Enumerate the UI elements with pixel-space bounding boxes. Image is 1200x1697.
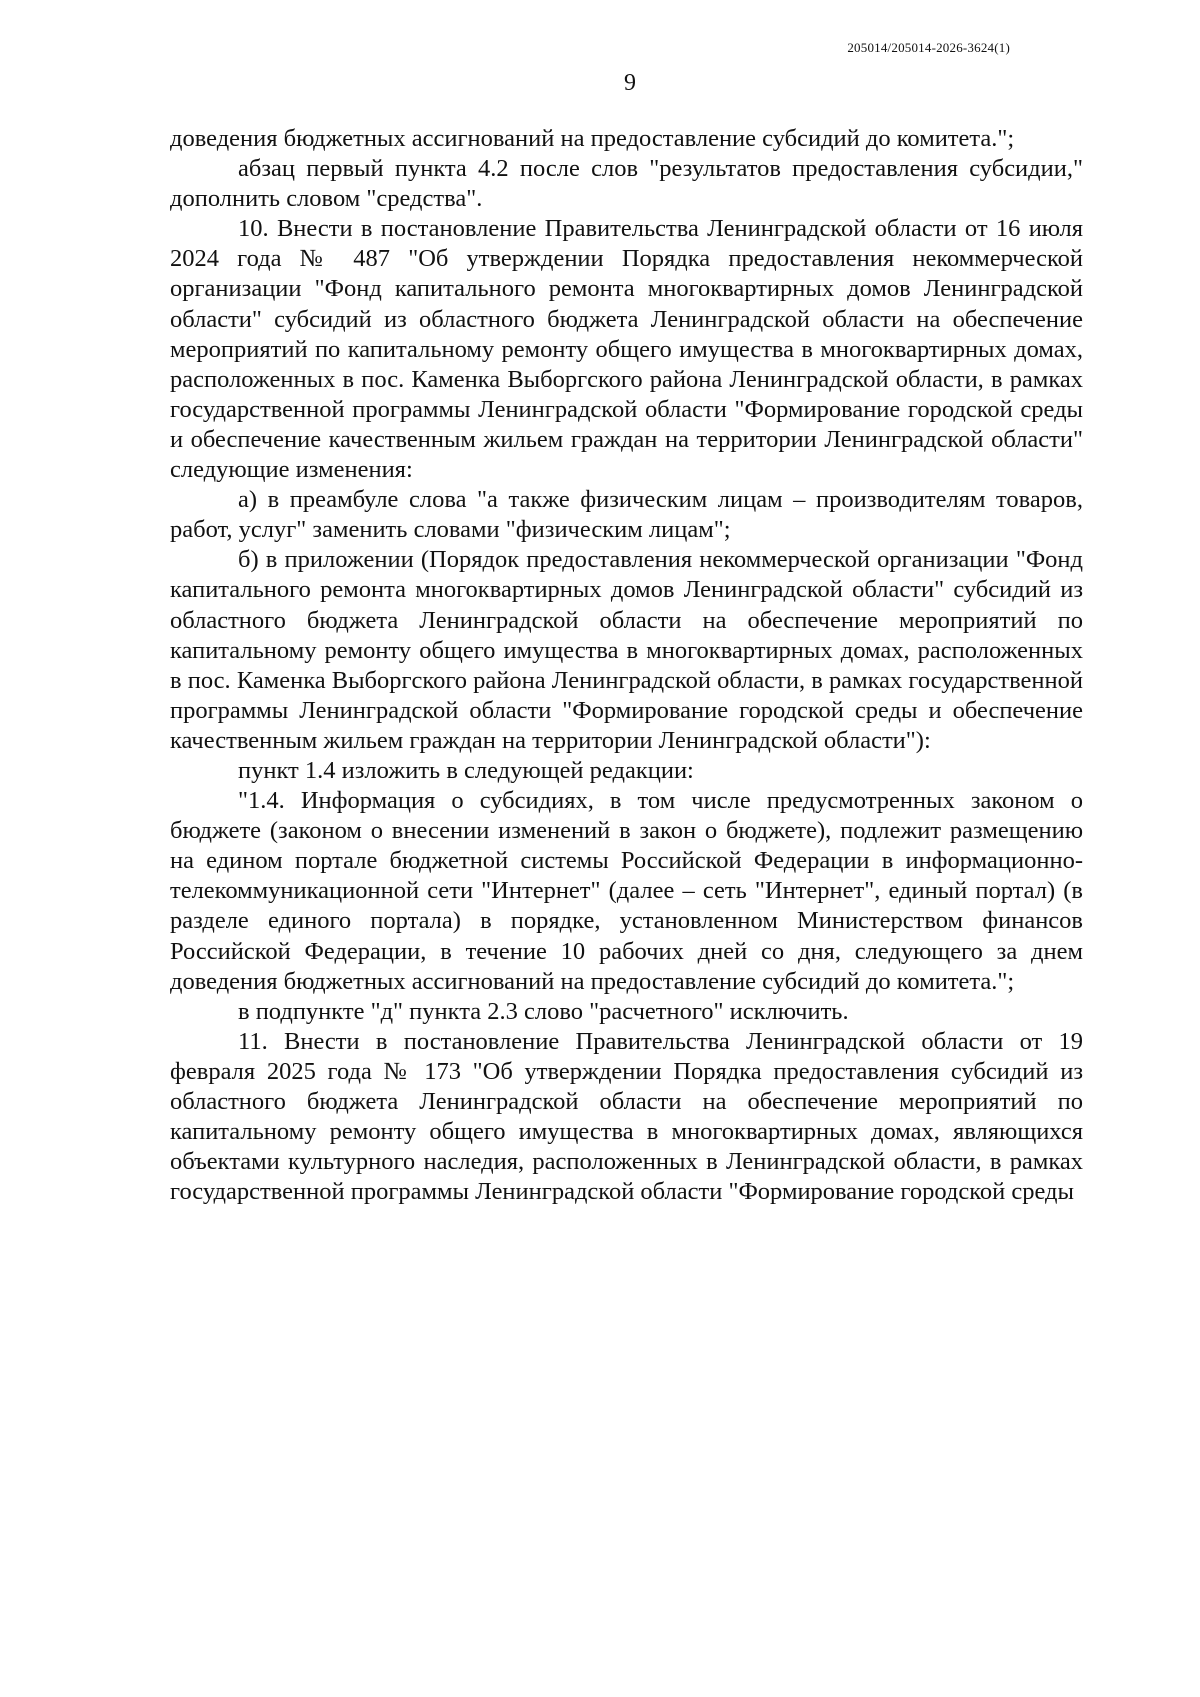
paragraph-item-11: 11. Внести в постановление Правительства Ленинградской области от 19 февраля 2025 года № 173 "Об утверждении Порядка предоставления субсидий из областного бюджета Ленинградской области на обеспечение мероприятий по капитальному ремонту общего имущества в многоквартирных домах, являющихся объектами культурного наследия, расположенных в Ленинградской области, в рамках государственной программы Ленинградской области "Формирование городской среды xyxy=(170,1027,1083,1206)
paragraph-subitem-a: а) в преамбуле слова "а также физическим лицам – производителям товаров, работ, услуг" заменить словами "физическим лицам"; xyxy=(170,486,1083,544)
paragraph: абзац первый пункта 4.2 после слов "результатов предоставления субсидии," дополнить словом "средства". xyxy=(170,155,1083,213)
paragraph: пункт 1.4 изложить в следующей редакции: xyxy=(238,756,694,784)
paragraph-quoted-1-4: "1.4. Информация о субсидиях, в том числе предусмотренных законом о бюджете (законом о внесении изменений в закон о бюджете), подлежит размещению на едином портале бюджетной системы Российской Федерации в информационно-телекоммуникационной сети "Интернет" (далее – сеть "Интернет", единый портал) (в разделе единого портала) в порядке, установленном Министерством финансов Российской Федерации, в течение 10 рабочих дней со дня, следующего за днем доведения бюджетных ассигнований на предоставление субсидий до комитета."; xyxy=(170,787,1083,995)
page-number: 9 xyxy=(624,70,636,96)
paragraph: доведения бюджетных ассигнований на предоставление субсидий до комитета."; xyxy=(170,125,1015,152)
document-registration-number: 205014/205014-2026-3624(1) xyxy=(847,40,1010,55)
document-body xyxy=(170,124,1083,1207)
paragraph: в подпункте "д" пункта 2.3 слово "расчетного" исключить. xyxy=(238,997,849,1025)
paragraph-item-10: 10. Внести в постановление Правительства Ленинградской области от 16 июля 2024 года № 487 "Об утверждении Порядка предоставления некоммерческой организации "Фонд капитального ремонта многоквартирных домов Ленинградской области" субсидий из областного бюджета Ленинградской области на обеспечение мероприятий по капитальному ремонту общего имущества в многоквартирных домах, расположенных в пос. Каменка Выборгского района Ленинградской области, в рамках государственной программы Ленинградской области "Формирование городской среды и обеспечение качественным жильем граждан на территории Ленинградской области" следующие изменения: xyxy=(170,215,1083,484)
paragraph-subitem-b: б) в приложении (Порядок предоставления некоммерческой организации "Фонд капитального ремонта многоквартирных домов Ленинградской области" субсидий из областного бюджета Ленинградской области на обеспечение мероприятий по капитальному ремонту общего имущества в многоквартирных домах, расположенных в пос. Каменка Выборгского района Ленинградской области, в рамках государственной программы Ленинградской области "Формирование городской среды и обеспечение качественным жильем граждан на территории Ленинградской области"): xyxy=(170,546,1083,754)
